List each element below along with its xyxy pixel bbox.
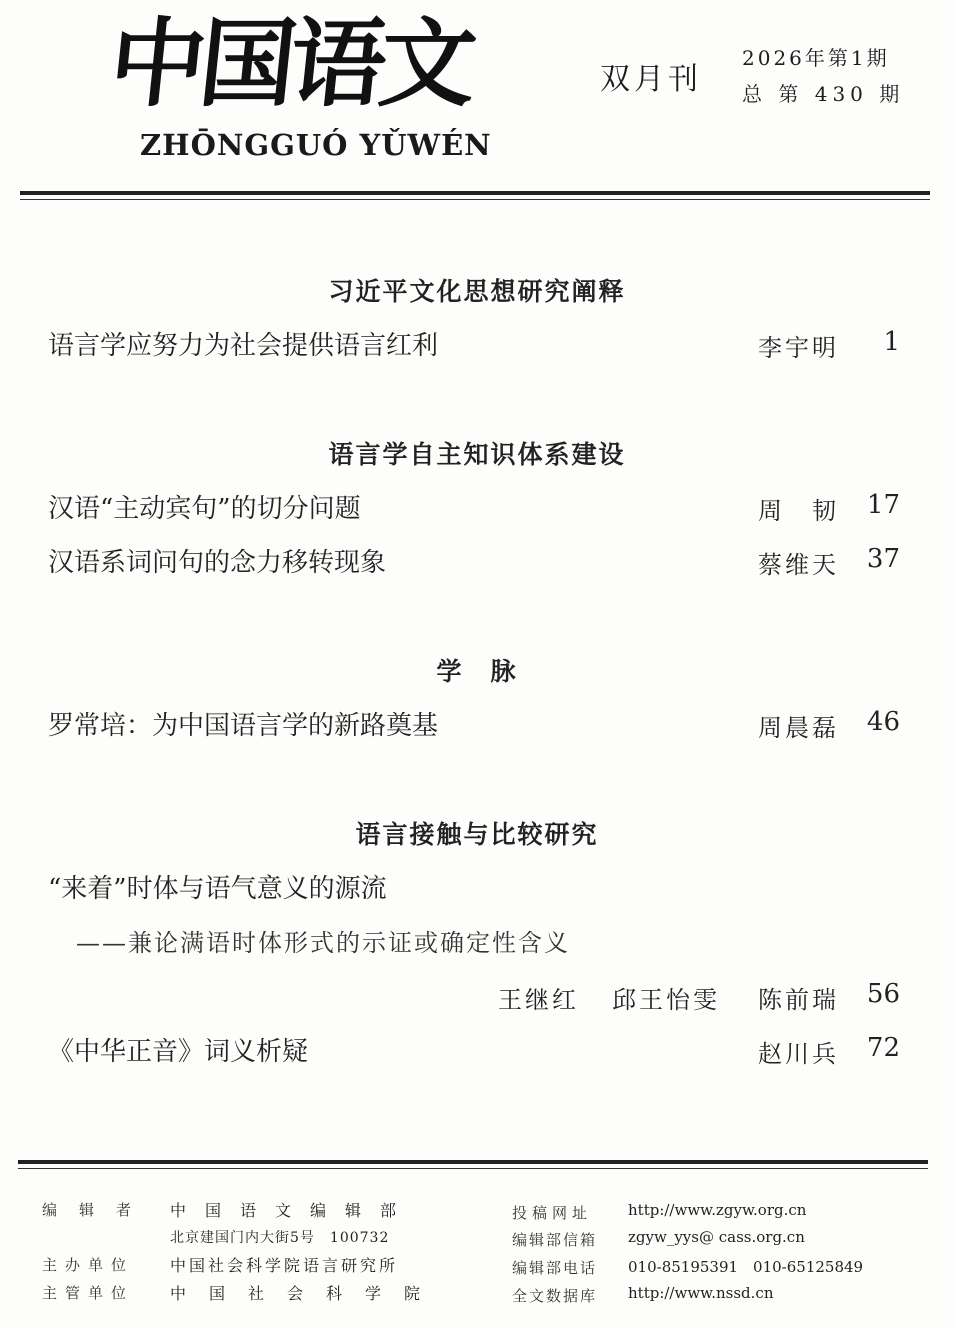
footer-rule-thin (18, 1168, 928, 1169)
footer-sponsor-label: 主办单位 (42, 1256, 135, 1274)
article-title[interactable]: 语言学应努力为社会提供语言红利 (48, 331, 439, 361)
article-author: 陈前瑞 (758, 986, 839, 1014)
article-author: 王继红 (498, 986, 579, 1014)
journal-logo: 中国语文 (104, 8, 476, 120)
footer-website-label: 投稿网址 (512, 1204, 593, 1222)
article-author: 蔡维天 (758, 551, 839, 579)
article-page: 46 (866, 707, 900, 737)
footer-website-value[interactable]: http://www.zgyw.org.cn (628, 1201, 807, 1219)
footer-phone-label: 编辑部电话 (512, 1259, 598, 1277)
article-page: 17 (866, 490, 900, 520)
article-title[interactable]: 罗常培：为中国语言学的新路奠基 (48, 711, 439, 741)
article-title[interactable]: 汉语“主动宾句”的切分问题 (48, 494, 361, 524)
article-author: 赵川兵 (758, 1040, 839, 1068)
footer-db-label: 全文数据库 (512, 1287, 598, 1305)
total-issue-number: 总 第 430 期 (742, 82, 905, 106)
article-subtitle: ——兼论满语时体形式的示证或确定性含义 (76, 929, 570, 957)
footer-sponsor-value: 中国社会科学院语言研究所 (170, 1256, 399, 1275)
article-page: 72 (866, 1033, 900, 1063)
footer-editor-value: 中国语文编辑部 (170, 1201, 416, 1220)
masthead (0, 0, 954, 200)
footer-supervisor-label: 主管单位 (42, 1284, 135, 1302)
article-author: 邱王怡雯 (612, 986, 720, 1014)
footer-phone-value: 010-85195391 010-65125849 (628, 1258, 864, 1276)
article-author: 周 韧 (758, 497, 839, 525)
footer-supervisor-value: 中国社会科学院 (170, 1284, 444, 1303)
issue-number: 2026年第1期 (742, 46, 890, 70)
article-author: 周晨磊 (758, 714, 839, 742)
article-title[interactable]: 《中华正音》词义析疑 (48, 1037, 309, 1067)
publication-frequency: 双月刊 (600, 62, 702, 97)
article-page: 37 (866, 544, 900, 574)
header-rule-thick (20, 191, 930, 195)
footer-email-value[interactable]: zgyw_yys@ cass.org.cn (628, 1228, 805, 1246)
footer-editor-label: 编辑者 (42, 1201, 154, 1219)
footer-rule-thick (18, 1160, 928, 1164)
journal-pinyin: ZHŌNGGUÓ YǓWÉN (140, 128, 492, 162)
section-title: 学 脉 (436, 657, 518, 686)
article-page: 1 (883, 327, 900, 357)
section-title: 语言学自主知识体系建设 (328, 440, 626, 469)
footer-email-label: 编辑部信箱 (512, 1231, 598, 1249)
article-author: 李宇明 (758, 334, 839, 362)
section-title: 语言接触与比较研究 (355, 820, 599, 849)
article-title[interactable]: 汉语系词问句的念力移转现象 (48, 548, 387, 578)
footer-db-value[interactable]: http://www.nssd.cn (628, 1284, 774, 1302)
footer-address: 北京建国门内大街5号 100732 (170, 1230, 390, 1246)
header-rule-thin (20, 199, 930, 200)
article-page: 56 (866, 979, 900, 1009)
article-title[interactable]: “来着”时体与语气意义的源流 (48, 874, 387, 904)
section-title: 习近平文化思想研究阐释 (328, 277, 626, 306)
